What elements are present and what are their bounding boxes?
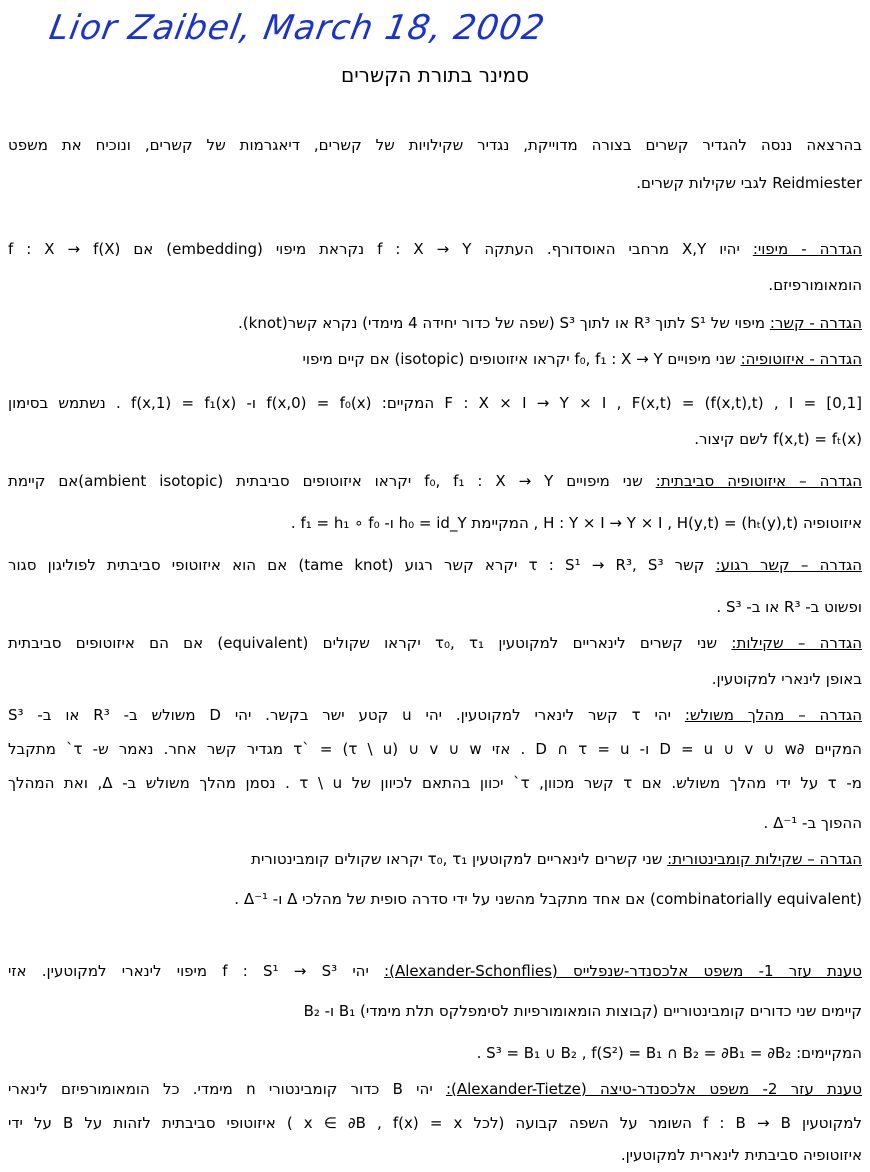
- def-tame-line-2: ופשוט ב- R³ או ב- S³ .: [716, 598, 862, 616]
- def-embedding-text: יהיו X,Y מרחבי האוסדורף. העתקה f : X → Y נקראת מיפוי (embedding) אם f : X → f(X): [8, 240, 753, 258]
- def-tame-label: הגדרה – קשר רגוע:: [715, 556, 863, 574]
- def-combinatorial-label: הגדרה – שקילות קומבינטורית:: [667, 850, 862, 868]
- def-ambient-label: הגדרה – איזוטופיה סביבתית:: [655, 472, 863, 490]
- lemma-1-line-2: קיימים שני כדורים קומבינטוריים (קבוצות הומאומורפיות לסימפלקס תלת מימדי) B₁ ו- B₂: [303, 1002, 862, 1020]
- def-knot-label: הגדרה - קשר:: [769, 314, 862, 332]
- def-equivalence-line-2: באופן לינארי למקוטעין.: [711, 670, 862, 688]
- def-tame-text: קשר τ : S¹ → R³, S³ יקרא קשר רגוע (tame knot) אם הוא איזוטופי סביבתית לפוליגון סגור: [8, 556, 716, 574]
- def-isotopy-text: שני מיפויים f₀, f₁ : X → Y יקראו איזוטופים (isotopic) אם קיים מיפוי: [302, 350, 741, 368]
- def-triangle-move-label: הגדרה – מהלך משולש:: [684, 706, 862, 724]
- handwritten-signature: Lior Zaibel, March 18, 2002: [46, 8, 549, 48]
- def-isotopy-label: הגדרה - איזוטופיה:: [740, 350, 862, 368]
- def-isotopy-line-2: F : X × I → Y × I , F(x,t) = (f(x,t),t) , I = [0,1] המקיים: f(x,0) = f₀(x) ו- f(x,1) = f₁(x) . נשתמש בסימון: [8, 394, 862, 412]
- lemma-1-label: טענת עזר 1- משפט אלכסנדר-שנפלייס (Alexander-Schonflies):: [384, 962, 863, 980]
- def-knot-text: מיפוי של S¹ לתוך R³ או לתוך S³ (שפה של כדור יחידה 4 מימדי) נקרא קשר(knot).: [238, 314, 770, 332]
- def-equivalence-text: שני קשרים לינאריים למקוטעין τ₀, τ₁ יקראו שקולים (equivalent) אם הם איזוטופים סביבתית: [8, 634, 732, 652]
- def-tame: [8, 550, 862, 580]
- intro-line-1: בהרצאה ננסה להגדיר קשרים בצורה מדוייקת, נגדיר שקילויות של קשרים, דיאגרמות של קשרים, ונוכיח את משפט: [8, 136, 862, 154]
- def-embedding-line-2: הומאומורפיזם.: [768, 276, 862, 294]
- lemma-2-line-2: למקוטעין f : B → B השומר על השפה קבועה (לכל x ∈ ∂B , f(x) = x ) איזוטופי סביבתית לזהות על B על ידי: [8, 1114, 862, 1132]
- def-triangle-move-text: יהי τ קשר לינארי למקוטעין. יהי u קטע ישר בקשר. יהי D משולש ב- R³ או ב- S³: [8, 706, 685, 724]
- def-ambient-text: שני מיפויים f₀, f₁ : X → Y יקראו איזוטופים סביבתית (ambient isotopic)אם קיימת: [8, 472, 656, 490]
- def-embedding-label: הגדרה - מיפוי:: [752, 240, 863, 258]
- def-knot: [8, 308, 862, 338]
- def-isotopy-line-3: f(x,t) = fₜ(x) לשם קיצור.: [694, 430, 862, 448]
- def-triangle-move-line-3: מ- τ על ידי מהלך משולש. אם τ קשר מכוון, τ` יכוון בהתאם לכיוון של τ \ u . נסמן מהלך משולש ב- Δ, ואת המהלך: [8, 774, 862, 792]
- lemma-2-line-3: איזוטופיה סביבתית לינארית למקוטעין.: [620, 1146, 862, 1164]
- def-combinatorial: [8, 844, 862, 874]
- def-triangle-move-line-2: המקיים ∂D = u ∪ v ∪ w ו- D ∩ τ = u . אזי τ` = (τ \ u) ∪ v ∪ w מגדיר קשר אחר. נאמר ש- τ` מתקבל: [8, 740, 862, 758]
- lemma-1-text: יהי f : S¹ → S³ מיפוי לינארי למקוטעין. אזי: [8, 962, 385, 980]
- page-title: סמינר בתורת הקשרים: [340, 63, 530, 87]
- def-ambient: [8, 466, 862, 496]
- lemma-2: [8, 1074, 862, 1104]
- lemma-2-text: יהי B כדור קומבינטורי n מימדי. כל הומאומורפיזם לינארי: [8, 1080, 446, 1098]
- lemma-2-label: טענת עזר 2- משפט אלכסנדר-טיצה (Alexander-Tietze):: [445, 1080, 862, 1098]
- def-triangle-move: [8, 700, 862, 730]
- intro-line-2: Reidmiester לגבי שקילות קשרים.: [636, 174, 862, 192]
- def-triangle-move-line-4: ההפוך ב- Δ⁻¹ .: [763, 814, 862, 832]
- def-isotopy: [8, 344, 862, 374]
- def-equivalence: [8, 628, 862, 658]
- def-combinatorial-line-2: (combinatorially equivalent) אם אחד מתקבל מהשני על ידי סדרה סופית של מהלכי Δ ו- Δ⁻¹ .: [234, 890, 862, 908]
- def-combinatorial-text: שני קשרים לינאריים למקוטעין τ₀, τ₁ יקראו שקולים קומבינטורית: [251, 850, 668, 868]
- lemma-1: [8, 956, 862, 986]
- def-equivalence-label: הגדרה – שקילות:: [731, 634, 863, 652]
- lemma-1-line-3: המקיימים: S³ = B₁ ∪ B₂ , f(S²) = B₁ ∩ B₂ = ∂B₁ = ∂B₂ .: [476, 1044, 862, 1062]
- def-embedding: [8, 234, 862, 264]
- def-ambient-line-2: איזוטופיה H : Y × I → Y × I , H(y,t) = (hₜ(y),t) , המקיימת h₀ = id_Y ו- f₁ = h₁ ∘ f₀ .: [290, 514, 862, 532]
